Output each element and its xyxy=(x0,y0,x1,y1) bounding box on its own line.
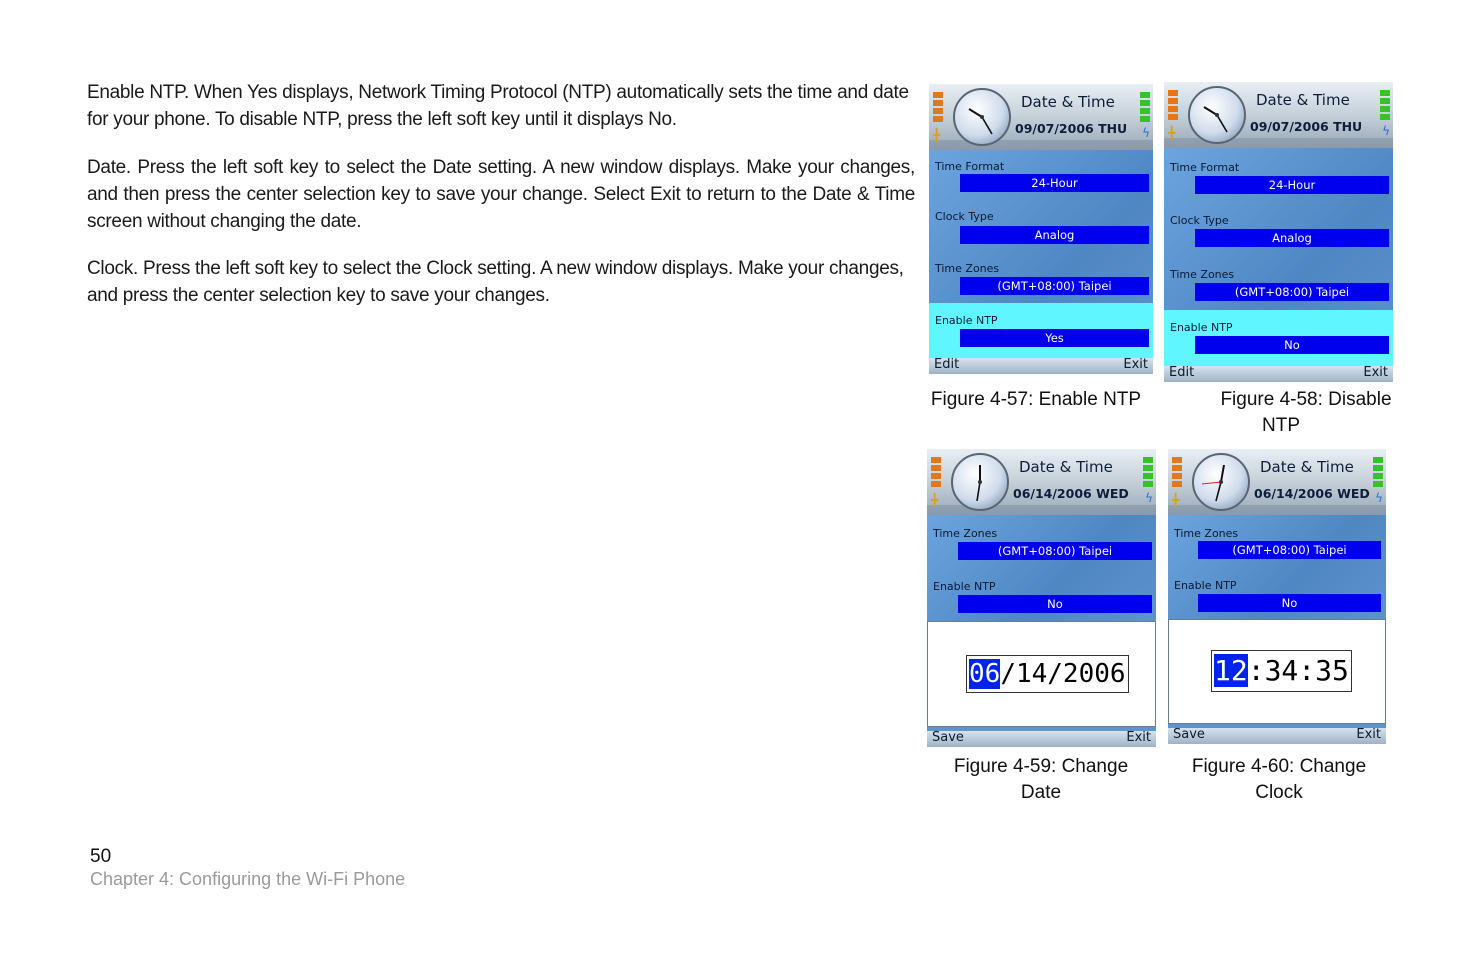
clock-type-field[interactable]: Analog xyxy=(1195,229,1389,247)
phone-header xyxy=(929,84,1153,150)
page-number: 50 xyxy=(90,846,112,867)
clock-type-label: Clock Type xyxy=(935,210,994,223)
time-zones-label: Time Zones xyxy=(1174,527,1239,540)
analog-clock-icon xyxy=(1192,453,1250,511)
screen-date: 09/07/2006 THU xyxy=(1250,119,1363,134)
figure-caption xyxy=(1174,754,1384,806)
time-zones-field[interactable]: (GMT+08:00) Taipei xyxy=(958,542,1152,560)
phone-screen-disable-ntp xyxy=(1164,82,1393,382)
paragraph-clock: Clock. Press the left soft key to select the Clock setting. A new window displays. Make your changes, and press the center selection key to save your changes. xyxy=(87,258,904,306)
settings-list xyxy=(929,150,1153,358)
minute-second-segment[interactable]: :34:35 xyxy=(1247,654,1349,687)
exit-soft-key[interactable]: Exit xyxy=(1356,727,1381,742)
paragraph-date: Date. Press the left soft key to select the Date setting. A new window displays. Make your changes, and then press the center selection key to save your change. Select Exit to return to the Date & Time screen without changing the date. xyxy=(87,157,915,232)
save-soft-key[interactable]: Save xyxy=(1173,727,1205,742)
time-zones-field[interactable]: (GMT+08:00) Taipei xyxy=(1195,283,1389,301)
figure-caption: Figure 4-57: Enable NTP xyxy=(930,389,1142,410)
phone-screen-change-date xyxy=(927,449,1156,747)
signal-strength-icon xyxy=(1373,457,1383,489)
chapter-footer: Chapter 4: Configuring the Wi-Fi Phone xyxy=(90,869,406,889)
date-edit-window xyxy=(927,621,1156,727)
hour-segment[interactable]: 12 xyxy=(1214,654,1248,687)
battery-icon xyxy=(1168,90,1178,122)
enable-ntp-field[interactable]: No xyxy=(1198,594,1381,612)
enable-ntp-label: Enable NTP xyxy=(933,580,996,593)
time-format-label: Time Format xyxy=(935,160,1005,173)
time-zones-field[interactable]: (GMT+08:00) Taipei xyxy=(960,277,1149,295)
signal-strength-icon xyxy=(1140,92,1150,124)
soft-key-bar xyxy=(927,731,1156,747)
enable-ntp-field[interactable]: No xyxy=(958,595,1152,613)
time-zones-label: Time Zones xyxy=(933,527,998,540)
screen-date: 06/14/2006 WED xyxy=(1013,486,1129,501)
settings-list xyxy=(1168,515,1386,619)
save-soft-key[interactable]: Save xyxy=(932,730,964,745)
figure-caption xyxy=(1196,387,1416,439)
antenna-icon: ╋ xyxy=(933,128,941,142)
screen-date: 09/07/2006 THU xyxy=(1015,121,1128,136)
clock-type-field[interactable]: Analog xyxy=(960,226,1149,244)
edit-soft-key[interactable]: Edit xyxy=(1169,365,1195,380)
screen-title: Date & Time xyxy=(1260,458,1354,476)
time-input[interactable] xyxy=(1211,650,1352,692)
signal-strength-icon xyxy=(1143,457,1153,489)
battery-icon xyxy=(933,92,943,124)
time-format-field[interactable]: 24-Hour xyxy=(960,174,1149,192)
soft-key-bar xyxy=(1164,366,1393,382)
battery-icon xyxy=(1172,457,1182,489)
charging-icon: ϟ xyxy=(1382,124,1390,138)
enable-ntp-label: Enable NTP xyxy=(935,314,998,327)
analog-clock-icon xyxy=(951,453,1009,511)
settings-list xyxy=(1164,148,1393,366)
settings-list xyxy=(927,515,1156,621)
soft-key-bar xyxy=(1168,728,1386,744)
screen-title: Date & Time xyxy=(1256,91,1350,109)
time-zones-field[interactable]: (GMT+08:00) Taipei xyxy=(1198,541,1381,559)
enable-ntp-label: Enable NTP xyxy=(1174,579,1237,592)
time-format-field[interactable]: 24-Hour xyxy=(1195,176,1389,194)
soft-key-bar xyxy=(929,358,1153,374)
enable-ntp-field[interactable]: No xyxy=(1195,336,1389,354)
phone-header xyxy=(927,449,1156,515)
exit-soft-key[interactable]: Exit xyxy=(1123,357,1148,372)
caption-line: Figure 4-59: Change xyxy=(953,756,1129,777)
time-zones-label: Time Zones xyxy=(1170,268,1235,281)
exit-soft-key[interactable]: Exit xyxy=(1126,730,1151,745)
phone-header xyxy=(1164,82,1393,148)
analog-clock-icon xyxy=(1188,86,1246,144)
phone-header xyxy=(1168,449,1386,515)
screen-title: Date & Time xyxy=(1021,93,1115,111)
edit-soft-key[interactable]: Edit xyxy=(934,357,960,372)
antenna-icon: ╋ xyxy=(1172,493,1180,507)
charging-icon: ϟ xyxy=(1145,491,1153,505)
caption-line: NTP xyxy=(1262,415,1300,436)
paragraph-enable-ntp: Enable NTP. When Yes displays, Network Timing Protocol (NTP) automatically sets the time and date for your phone. To disable NTP, press the left soft key until it displays No. xyxy=(87,82,909,130)
month-segment[interactable]: 06 xyxy=(969,659,1001,689)
caption-line: Clock xyxy=(1255,782,1303,803)
figure-caption xyxy=(936,754,1146,806)
screen-title: Date & Time xyxy=(1019,458,1113,476)
analog-clock-icon xyxy=(953,88,1011,146)
clock-edit-window xyxy=(1168,619,1386,724)
time-format-label: Time Format xyxy=(1170,161,1240,174)
caption-line: Figure 4-60: Change xyxy=(1191,756,1367,777)
charging-icon: ϟ xyxy=(1375,491,1383,505)
exit-soft-key[interactable]: Exit xyxy=(1363,365,1388,380)
phone-screen-change-clock xyxy=(1168,449,1386,744)
phone-screen-enable-ntp xyxy=(929,84,1153,374)
caption-line: Figure 4-58: Disable xyxy=(1220,389,1392,410)
charging-icon: ϟ xyxy=(1142,126,1150,140)
battery-icon xyxy=(931,457,941,489)
date-input[interactable] xyxy=(966,655,1129,693)
screen-date: 06/14/2006 WED xyxy=(1254,486,1370,501)
antenna-icon: ╋ xyxy=(931,493,939,507)
time-zones-label: Time Zones xyxy=(935,262,1000,275)
clock-type-label: Clock Type xyxy=(1170,214,1229,227)
day-year-segment[interactable]: /14/2006 xyxy=(1000,659,1126,689)
antenna-icon: ╋ xyxy=(1168,126,1176,140)
signal-strength-icon xyxy=(1380,90,1390,122)
caption-line: Date xyxy=(1020,782,1062,803)
enable-ntp-label: Enable NTP xyxy=(1170,321,1233,334)
enable-ntp-field[interactable]: Yes xyxy=(960,329,1149,347)
